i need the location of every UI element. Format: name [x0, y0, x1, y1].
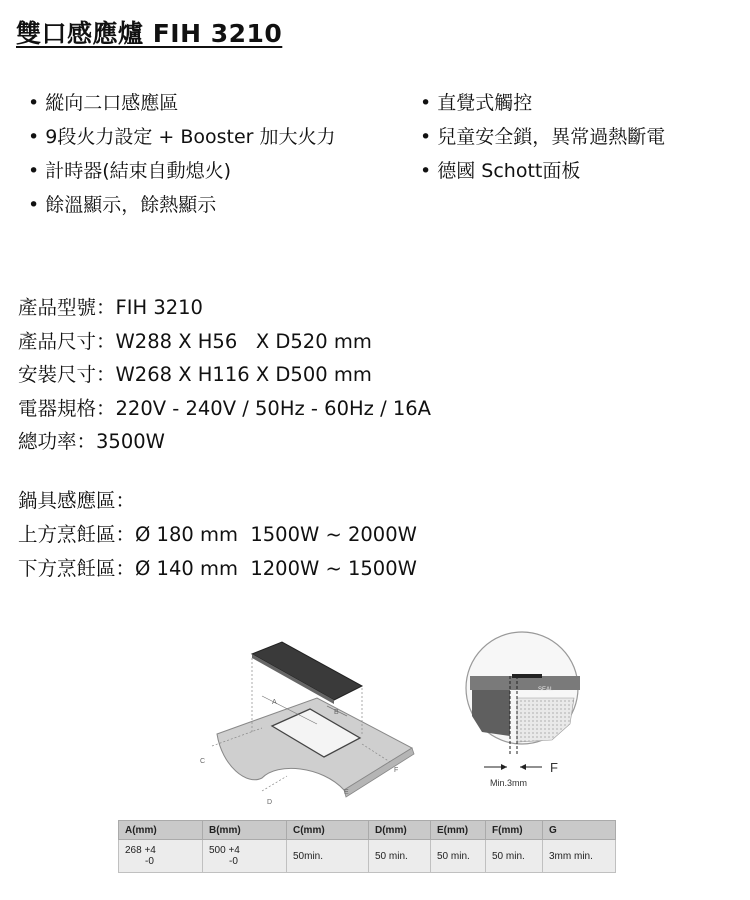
tolerance-value: 500 +4 [209, 845, 240, 856]
table-header-g: G [543, 821, 616, 840]
zone-lower: 下方烹飪區：Ø 140 mm 1200W ~ 1500W [18, 557, 417, 580]
table-header-f: F(mm) [486, 821, 543, 840]
spec-product-size: 產品尺寸：W288 X H56 X D520 mm [18, 329, 372, 353]
spec-total-power: 總功率：3500W [18, 430, 165, 453]
dimension-table [118, 820, 616, 873]
table-cell-d: 50 min. [369, 840, 431, 873]
page-title: 雙口感應爐 FIH 3210 [16, 19, 283, 48]
table-cell-f: 50 min. [486, 840, 543, 873]
spec-list [18, 291, 431, 459]
table-header-row [119, 821, 616, 840]
feature-item: • 餘溫顯示，餘熱顯示 [28, 188, 336, 222]
dim-label-a: A [272, 699, 277, 706]
seal-detail-drawing [466, 632, 580, 788]
tolerance-minus: -0 [229, 856, 238, 867]
feature-item: • 縱向二口感應區 [28, 86, 336, 120]
table-cell-b [203, 840, 287, 873]
table-header-c: C(mm) [287, 821, 369, 840]
feature-item: • 計時器(結束自動熄火) [28, 154, 336, 188]
dim-label-f: F [394, 767, 399, 774]
feature-item: • 德國 Schott面板 [420, 154, 665, 188]
tolerance-minus: -0 [145, 856, 154, 867]
dim-label-e: E [344, 789, 349, 796]
table-header-a: A(mm) [119, 821, 203, 840]
seal-label: SEAL [538, 687, 554, 693]
feature-item: • 兒童安全鎖，異常過熱斷電 [420, 120, 665, 154]
arrow-f-label: F [550, 760, 558, 775]
table-cell-c: 50min. [287, 840, 369, 873]
spec-model: 產品型號：FIH 3210 [18, 296, 203, 319]
table-cell-a [119, 840, 203, 873]
table-cell-g: 3mm min. [543, 840, 616, 873]
spec-install-size: 安裝尺寸：W268 X H116 X D500 mm [18, 363, 372, 386]
tolerance-value: 268 +4 [125, 845, 156, 856]
feature-list-left [28, 86, 336, 222]
table-header-b: B(mm) [203, 821, 287, 840]
cooking-zones [18, 484, 417, 586]
dim-label-d: D [267, 799, 273, 806]
table-header-e: E(mm) [431, 821, 486, 840]
spec-electrical: 電器規格：220V - 240V / 50Hz - 60Hz / 16A [18, 396, 431, 420]
zones-heading: 鍋具感應區： [18, 489, 136, 512]
feature-item: • 直覺式觸控 [420, 86, 665, 120]
feature-item: • 9段火力設定 + Booster 加大火力 [28, 120, 336, 154]
dim-label-c: C [200, 758, 206, 765]
countertop-drawing [200, 642, 414, 806]
dim-label-b: B [334, 709, 339, 716]
zone-upper: 上方烹飪區：Ø 180 mm 1500W ~ 2000W [18, 523, 417, 546]
min-gap-label: Min.3mm [490, 778, 528, 788]
table-cell-e: 50 min. [431, 840, 486, 873]
table-row [119, 840, 616, 873]
table-header-d: D(mm) [369, 821, 431, 840]
installation-diagram [112, 616, 632, 816]
feature-list-right [420, 86, 665, 188]
